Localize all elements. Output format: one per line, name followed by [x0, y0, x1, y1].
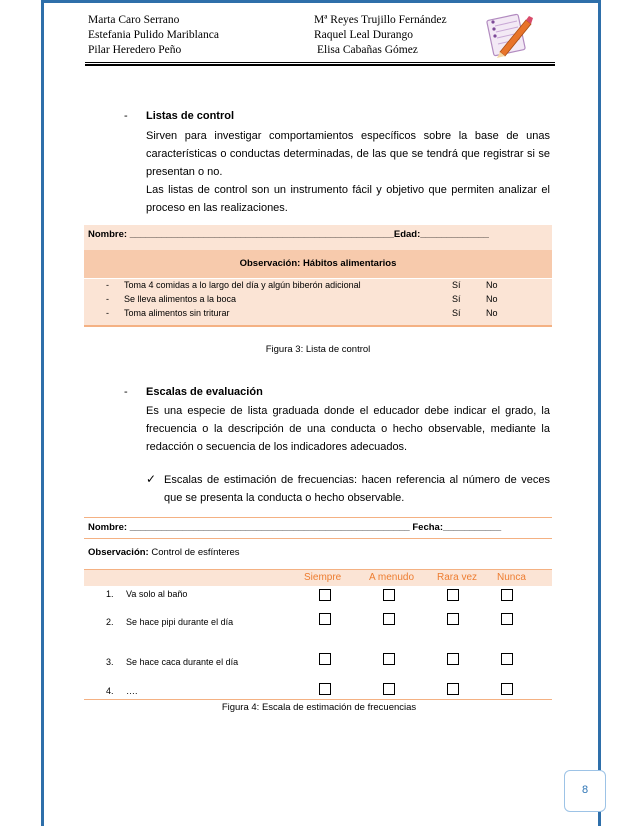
item-text: Toma 4 comidas a lo largo del día y algún biberón adicional: [124, 280, 361, 290]
column-header-rara-vez: Rara vez: [437, 572, 478, 583]
row-number: 4.: [106, 686, 114, 696]
page-border-left: [41, 0, 44, 826]
row-text: Va solo al baño: [126, 589, 188, 599]
checkbox[interactable]: [447, 613, 459, 625]
column-header-siempre: Siempre: [304, 572, 342, 583]
checkmark-icon: ✓: [146, 472, 157, 486]
item-text: Se lleva alimentos a la boca: [124, 294, 237, 304]
observation-value: Control de esfínteres: [151, 547, 240, 558]
checkbox[interactable]: [501, 653, 513, 665]
checkbox[interactable]: [383, 613, 395, 625]
header-authors-left: [88, 13, 308, 58]
section-paragraph: Es una especie de lista graduada donde el educador debe indicar el grado, la frecuencia o la descripción de una conducta o hecho observable, mediante la redacción o secuencia de los indicadores adecuados.: [146, 405, 550, 453]
column-header-a-menudo: A menudo: [369, 572, 415, 583]
list-item: [84, 306, 552, 320]
checkbox[interactable]: [319, 613, 331, 625]
list-item: [84, 278, 552, 292]
header-author: Raquel Leal Durango: [314, 29, 413, 41]
header-author: Estefania Pulido Mariblanca: [88, 29, 219, 41]
column-header-nunca: Nunca: [497, 572, 526, 583]
checkbox[interactable]: [383, 589, 395, 601]
checkbox[interactable]: [501, 613, 513, 625]
table-heading: Observación: Hábitos alimentarios: [84, 250, 552, 278]
checkbox[interactable]: [447, 683, 459, 695]
item-yes: Sí: [452, 308, 461, 318]
row-number: 1.: [106, 589, 114, 599]
checkbox[interactable]: [383, 683, 395, 695]
header-author: Pilar Heredero Peño: [88, 44, 182, 56]
item-dash: -: [106, 294, 109, 304]
page-border-top: [41, 0, 601, 3]
table-bottom-border: [84, 699, 552, 700]
row-text: ….: [126, 686, 138, 696]
row-text: Se hace caca durante el día: [126, 657, 239, 667]
table-bottom-border: [84, 325, 552, 327]
table-name-row: Nombre: __________________________________________________Edad:_____________: [88, 229, 489, 240]
table-top-border: [84, 517, 552, 518]
item-dash: -: [106, 280, 109, 290]
table-name-row: Nombre: _____________________________________________________ Fecha:___________: [88, 522, 502, 533]
observation-label: Observación:: [88, 547, 149, 558]
header-author: Mª Reyes Trujillo Fernández: [314, 14, 447, 26]
checkbox[interactable]: [319, 653, 331, 665]
section-paragraph: Sirven para investigar comportamientos específicos sobre la base de unas características o conductas determinadas, de las que se tendrá que registrar si se presentan o no.: [146, 130, 550, 178]
header-author: Elisa Cabañas Gómez: [317, 44, 418, 56]
header-author: Marta Caro Serrano: [88, 14, 180, 26]
checkbox[interactable]: [501, 589, 513, 601]
section-title: Listas de control: [146, 110, 235, 122]
item-no: No: [486, 294, 498, 304]
figure-caption: Figura 3: Lista de control: [265, 344, 371, 355]
item-no: No: [486, 308, 498, 318]
item-yes: Sí: [452, 294, 461, 304]
notepad-pencil-icon: [484, 8, 536, 60]
row-number: 3.: [106, 657, 114, 667]
observation-line: [88, 546, 240, 560]
checkbox[interactable]: [319, 683, 331, 695]
item-no: No: [486, 280, 498, 290]
section-paragraph: Las listas de control son un instrumento fácil y objetivo que permiten analizar el proceso en las realizaciones.: [146, 184, 550, 214]
header-rule: [85, 64, 555, 66]
list-item: [84, 292, 552, 306]
header-authors-right: [314, 13, 494, 58]
checkbox[interactable]: [319, 589, 331, 601]
row-number: 2.: [106, 617, 114, 627]
list-bullet: -: [124, 386, 128, 398]
table-divider: [84, 538, 552, 539]
checkbox[interactable]: [383, 653, 395, 665]
checkbox[interactable]: [447, 653, 459, 665]
table-divider: [84, 569, 552, 570]
row-text: Se hace pipi durante el día: [126, 617, 234, 627]
page-border-right: [598, 0, 601, 826]
page-number-box: [564, 770, 606, 812]
list-bullet: -: [124, 110, 128, 122]
item-yes: Sí: [452, 280, 461, 290]
item-dash: -: [106, 308, 109, 318]
item-text: Toma alimentos sin triturar: [124, 308, 230, 318]
figure-caption: Figura 4: Escala de estimación de frecuencias: [221, 702, 417, 713]
checkbox[interactable]: [501, 683, 513, 695]
section-title: Escalas de evaluación: [146, 386, 263, 398]
header-rule: [85, 62, 555, 63]
check-paragraph: Escalas de estimación de frecuencias: hacen referencia al número de veces que se presenta la conducta o hecho observable.: [164, 474, 550, 504]
checkbox[interactable]: [447, 589, 459, 601]
page-number: 8: [581, 784, 589, 796]
